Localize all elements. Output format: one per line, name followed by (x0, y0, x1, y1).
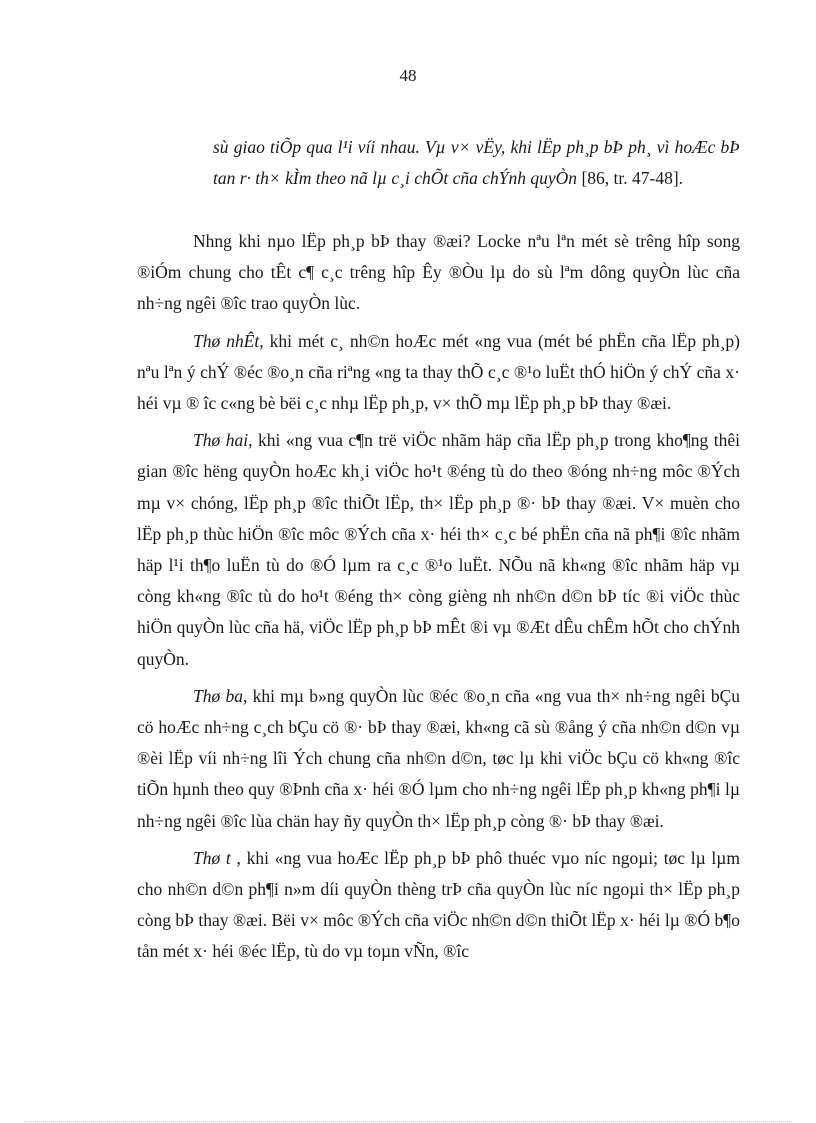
paragraph-text: , khi mµ b»ng quyÒn lùc ®éc ®o¸n cña «ng vua th× nh÷ng ngêi bÇu cö hoÆc nh÷ng c¸ch bÇu cö ®· bÞ thay ®æi, kh«ng cã sù ®ång ý cña nh©n d©n vµ ®èi lËp víi nh÷ng lîi Ých chung cña nh©n d©n, tøc lµ khi viÖc bÇu cö kh«ng ®îc tiÕn hµnh theo quy ®Þnh cña x· héi ®Ó lµm cho nh÷ng ngêi lËp ph¸p kh«ng ph¶i lµ nh÷ng ngêi ®îc lùa chän hay ñy quyÒn th× lËp ph¸p còng ®· bÞ thay ®æi. (137, 685, 741, 831)
paragraph (137, 681, 740, 837)
paragraph-lead: Thø t (193, 847, 231, 868)
paragraph (137, 326, 740, 420)
paragraph-text: , khi «ng vua c¶n trë viÖc nhãm häp cña lËp ph¸p trong kho¶ng thêi gian ®îc hëng quyÒn hoÆc kh¸i viÖc ho¹t ®éng tù do theo ®óng nh÷ng môc ®Ých mµ v× chóng, lËp ph¸p ®îc thiÕt lËp, th× lËp ph¸p ®· bÞ thay ®æi. V× muèn cho lËp ph¸p thùc hiÖn ®îc môc ®Ých cña x· héi th× c¸c bé phËn cña nã ph¶i ®îc nhãm häp l¹i th¶o luËn tù do ®Ó lµm ra c¸c ®¹o luËt. NÕu nã kh«ng ®îc nhãm häp vµ còng kh«ng ®îc tù do ho¹t ®éng th× còng gièng nh nh©n d©n bÞ tíc ®i viÖc thùc hiÖn quyÒn lùc cña hä, viÖc lËp ph¸p bÞ mÊt ®i vµ ®Æt dÊu chÊm hÕt cho chÝnh quyÒn. (137, 430, 740, 669)
paragraph (137, 843, 740, 968)
quote-citation: [86, tr. 47-48]. (577, 167, 684, 188)
page-number: 48 (399, 66, 417, 85)
paragraph (137, 226, 740, 320)
paragraph-lead: Thø hai (193, 430, 249, 451)
paragraph-text: , khi «ng vua hoÆc lËp ph¸p bÞ phô thuéc vµo níc ngoµi; tøc lµ lµm cho nh©n d©n ph¶i n»m díi quyÒn thèng trÞ cña quyÒn lùc níc ngoµi th× lËp ph¸p còng bÞ thay ®æi. Bëi v× môc ®Ých cña viÖc nh©n d©n thiÕt lËp x· héi lµ ®Ó b¶o tån mét x· héi ®éc lËp, tù do vµ toµn vÑn, ®îc (137, 847, 740, 962)
paragraph-lead: Thø nhÊt (193, 330, 260, 351)
paragraph-text: , khi mét c¸ nh©n hoÆc mét «ng vua (mét bé phËn cña lËp ph¸p) nªu lªn ý chÝ ®éc ®o¸n cña riªng «ng ta thay thÕ c¸c ®¹o luËt thÓ hiÖn ý chÝ cña x· héi vµ ® îc c«ng bè bëi c¸c nhµ lËp ph¸p, v× thÕ mµ lËp ph¸p bÞ thay ®æi. (137, 330, 740, 414)
paragraph-text: Nhng khi nµo lËp ph¸p bÞ thay ®æi? Locke nªu lªn mét sè trêng hîp song ®iÓm chung cho tÊt c¶ c¸c trêng hîp Êy ®Òu lµ do sù lªm dông quyÒn lùc cña nh÷ng ngêi ®îc trao quyÒn lùc. (137, 231, 740, 314)
quote-text: sù giao tiÕp qua l¹i víi nhau. Vµ v× vËy, khi lËp ph¸p bÞ ph¸ vì hoÆc bÞ tan r· th× kÌm theo nã lµ c¸i chÕt cña chÝnh quyÒn (213, 137, 740, 188)
paragraph-lead: Thø ba (193, 685, 244, 706)
paragraph (137, 425, 740, 675)
block-quote (213, 132, 740, 193)
body-text (137, 226, 740, 974)
page-bottom-edge (24, 1121, 792, 1122)
